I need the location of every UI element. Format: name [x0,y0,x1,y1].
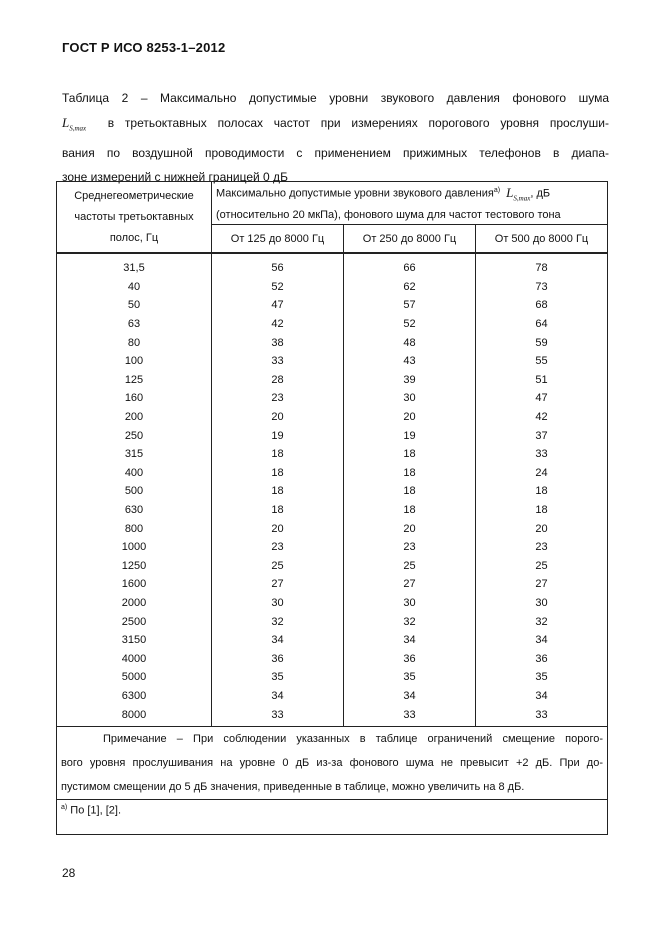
level-cell: 25 [535,559,548,572]
level-cell: 23 [535,541,548,554]
page-number: 28 [62,866,76,880]
level-cell: 35 [344,668,476,687]
level-cell: 27 [344,575,476,594]
level-cell: 20 [212,520,344,539]
frequency-cell: 630 [57,501,212,520]
frequency-cell: 80 [57,334,212,353]
table-row [57,334,608,353]
level-cell: 52 [344,315,476,334]
level-cell: 18 [344,464,476,483]
level-cell: 35 [212,668,344,687]
table-row [57,538,608,557]
caption-line-4: зоне измерений с нижней границей 0 дБ [62,170,288,185]
level-cell: 19 [344,427,476,446]
table-row [57,278,608,297]
level-cell: 20 [344,408,476,427]
level-cell: 33 [212,352,344,371]
level-cell: 47 [535,392,548,405]
level-cell: 20 [535,522,548,535]
frequency-cell: 3150 [57,631,212,650]
level-cell: 34 [344,687,476,706]
range-header-250: От 250 до 8000 Гц [344,225,476,254]
table-row [57,557,608,576]
frequency-cell: 2000 [57,594,212,613]
level-cell: 64 [535,318,548,331]
background-noise-table [56,181,608,835]
frequency-cell: 1600 [57,575,212,594]
table-row [57,352,608,371]
table-row [57,482,608,501]
range-header-500: От 500 до 8000 Гц [476,225,608,254]
table-row [57,594,608,613]
level-cell: 18 [344,482,476,501]
table-row [57,631,608,650]
table-row [57,253,608,278]
frequency-cell: 500 [57,482,212,501]
frequency-cell: 8000 [57,706,212,727]
level-cell: 27 [535,578,548,591]
table-row [57,389,608,408]
level-cell: 18 [212,482,344,501]
table-row [57,501,608,520]
level-cell: 42 [535,411,548,423]
level-cell: 30 [212,594,344,613]
level-cell: 37 [535,429,548,442]
level-cell: 47 [212,296,344,315]
table-row [57,315,608,334]
caption-line-2: $L_{S,max}$ в третьоктавных полосах частот при измерениях порогового уровня прослуши- [62,114,609,133]
level-cell: 18 [212,464,344,483]
level-cell: 18 [535,485,548,498]
level-cell: 28 [212,371,344,390]
frequency-cell: 50 [57,296,212,315]
table-footnote: $^{а)}$ По [1], [2]. [61,804,122,817]
level-cell: 39 [344,371,476,390]
level-cell: 38 [212,334,344,353]
level-cell: 68 [535,299,548,312]
level-cell: 23 [212,538,344,557]
level-cell: 18 [212,445,344,464]
frequency-cell: 250 [57,427,212,446]
frequency-cell: 1250 [57,557,212,576]
level-cell: 59 [535,336,548,349]
frequency-cell: 800 [57,520,212,539]
level-cell: 20 [344,520,476,539]
frequency-cell: 1000 [57,538,212,557]
table-row [57,706,608,727]
level-cell: 18 [344,501,476,520]
frequency-cell: 5000 [57,668,212,687]
level-symbol-header: $L_{S,max}$ [506,184,531,203]
standard-title: ГОСТ Р ИСО 8253-1–2012 [62,40,226,55]
level-symbol: $L_{S,max}$ [62,114,87,133]
table-row [57,613,608,632]
level-cell: 30 [344,594,476,613]
level-cell: 42 [212,315,344,334]
table-row [57,408,608,427]
level-cell: 52 [212,278,344,297]
frequency-column-header: Среднегеометрические частоты третьоктавных полос, Гц [57,182,212,254]
table-row [57,464,608,483]
table-body [57,253,608,726]
level-cell: 34 [535,634,548,647]
frequency-cell: 4000 [57,650,212,669]
level-cell: 36 [212,650,344,669]
frequency-cell: 31,5 [57,253,212,278]
level-cell: 25 [212,557,344,576]
frequency-cell: 400 [57,464,212,483]
level-cell: 32 [212,613,344,632]
level-cell: 33 [535,448,548,461]
table-row [57,427,608,446]
level-cell: 32 [535,615,548,628]
level-cell: 35 [535,671,548,684]
level-cell: 18 [535,503,548,516]
level-cell: 33 [535,708,548,721]
level-cell: 78 [535,262,548,275]
level-cell: 23 [344,538,476,557]
table-row [57,296,608,315]
level-cell: 62 [344,278,476,297]
level-cell: 32 [344,613,476,632]
table-note: Примечание – При соблюдении указанных в таблице ограничений смещение порого- вого уровня прослушивания на уровне 0 дБ из-за фонового шума не превысит +2 дБ. При до- пустимом смещении до 5 дБ значения, приведенные в таблице, можно увеличить на 8 дБ. [57,727,608,800]
level-cell: 43 [344,352,476,371]
frequency-cell: 40 [57,278,212,297]
table-row [57,687,608,706]
table-row [57,668,608,687]
level-cell: 20 [212,408,344,427]
level-cell: 34 [212,631,344,650]
level-cell: 36 [344,650,476,669]
level-cell: 34 [344,631,476,650]
level-cell: 66 [344,253,476,278]
level-cell: 33 [344,706,476,727]
level-cell: 34 [535,689,548,702]
level-cell: 30 [344,389,476,408]
table-caption [62,86,609,190]
level-cell: 25 [344,557,476,576]
table-row [57,445,608,464]
frequency-cell: 315 [57,445,212,464]
level-cell: 33 [212,706,344,727]
level-cell: 18 [212,501,344,520]
caption-line-1: Таблица 2 – Максимально допустимые уровни звукового давления фонового шума [62,91,609,105]
frequency-cell: 125 [57,371,212,390]
frequency-cell: 200 [57,408,212,427]
table-row [57,650,608,669]
level-cell: 27 [212,575,344,594]
table-row [57,520,608,539]
level-cell: 56 [212,253,344,278]
frequency-cell: 160 [57,389,212,408]
level-cell: 36 [535,652,548,665]
level-cell: 48 [344,334,476,353]
frequency-cell: 6300 [57,687,212,706]
level-cell: 18 [344,445,476,464]
table-row [57,371,608,390]
range-header-125: От 125 до 8000 Гц [212,225,344,254]
level-cell: 57 [344,296,476,315]
table-row [57,575,608,594]
level-cell: 51 [535,373,548,386]
level-group-header: Максимально допустимые уровни звукового давления$^{а)}$ $L_{S,max}$, дБ (относительно 20 мкПа), фонового шума для частот тестового тона [212,182,608,225]
level-cell: 73 [535,280,548,293]
level-cell: 34 [212,687,344,706]
frequency-cell: 2500 [57,613,212,632]
level-cell: 19 [212,427,344,446]
level-cell: 24 [535,466,548,479]
level-cell: 30 [535,596,548,609]
caption-line-3: вания по воздушной проводимости с применением прижимных телефонов в диапа- [62,145,609,160]
frequency-cell: 100 [57,352,212,371]
level-cell: 55 [535,355,548,368]
level-cell: 23 [212,389,344,408]
frequency-cell: 63 [57,315,212,334]
